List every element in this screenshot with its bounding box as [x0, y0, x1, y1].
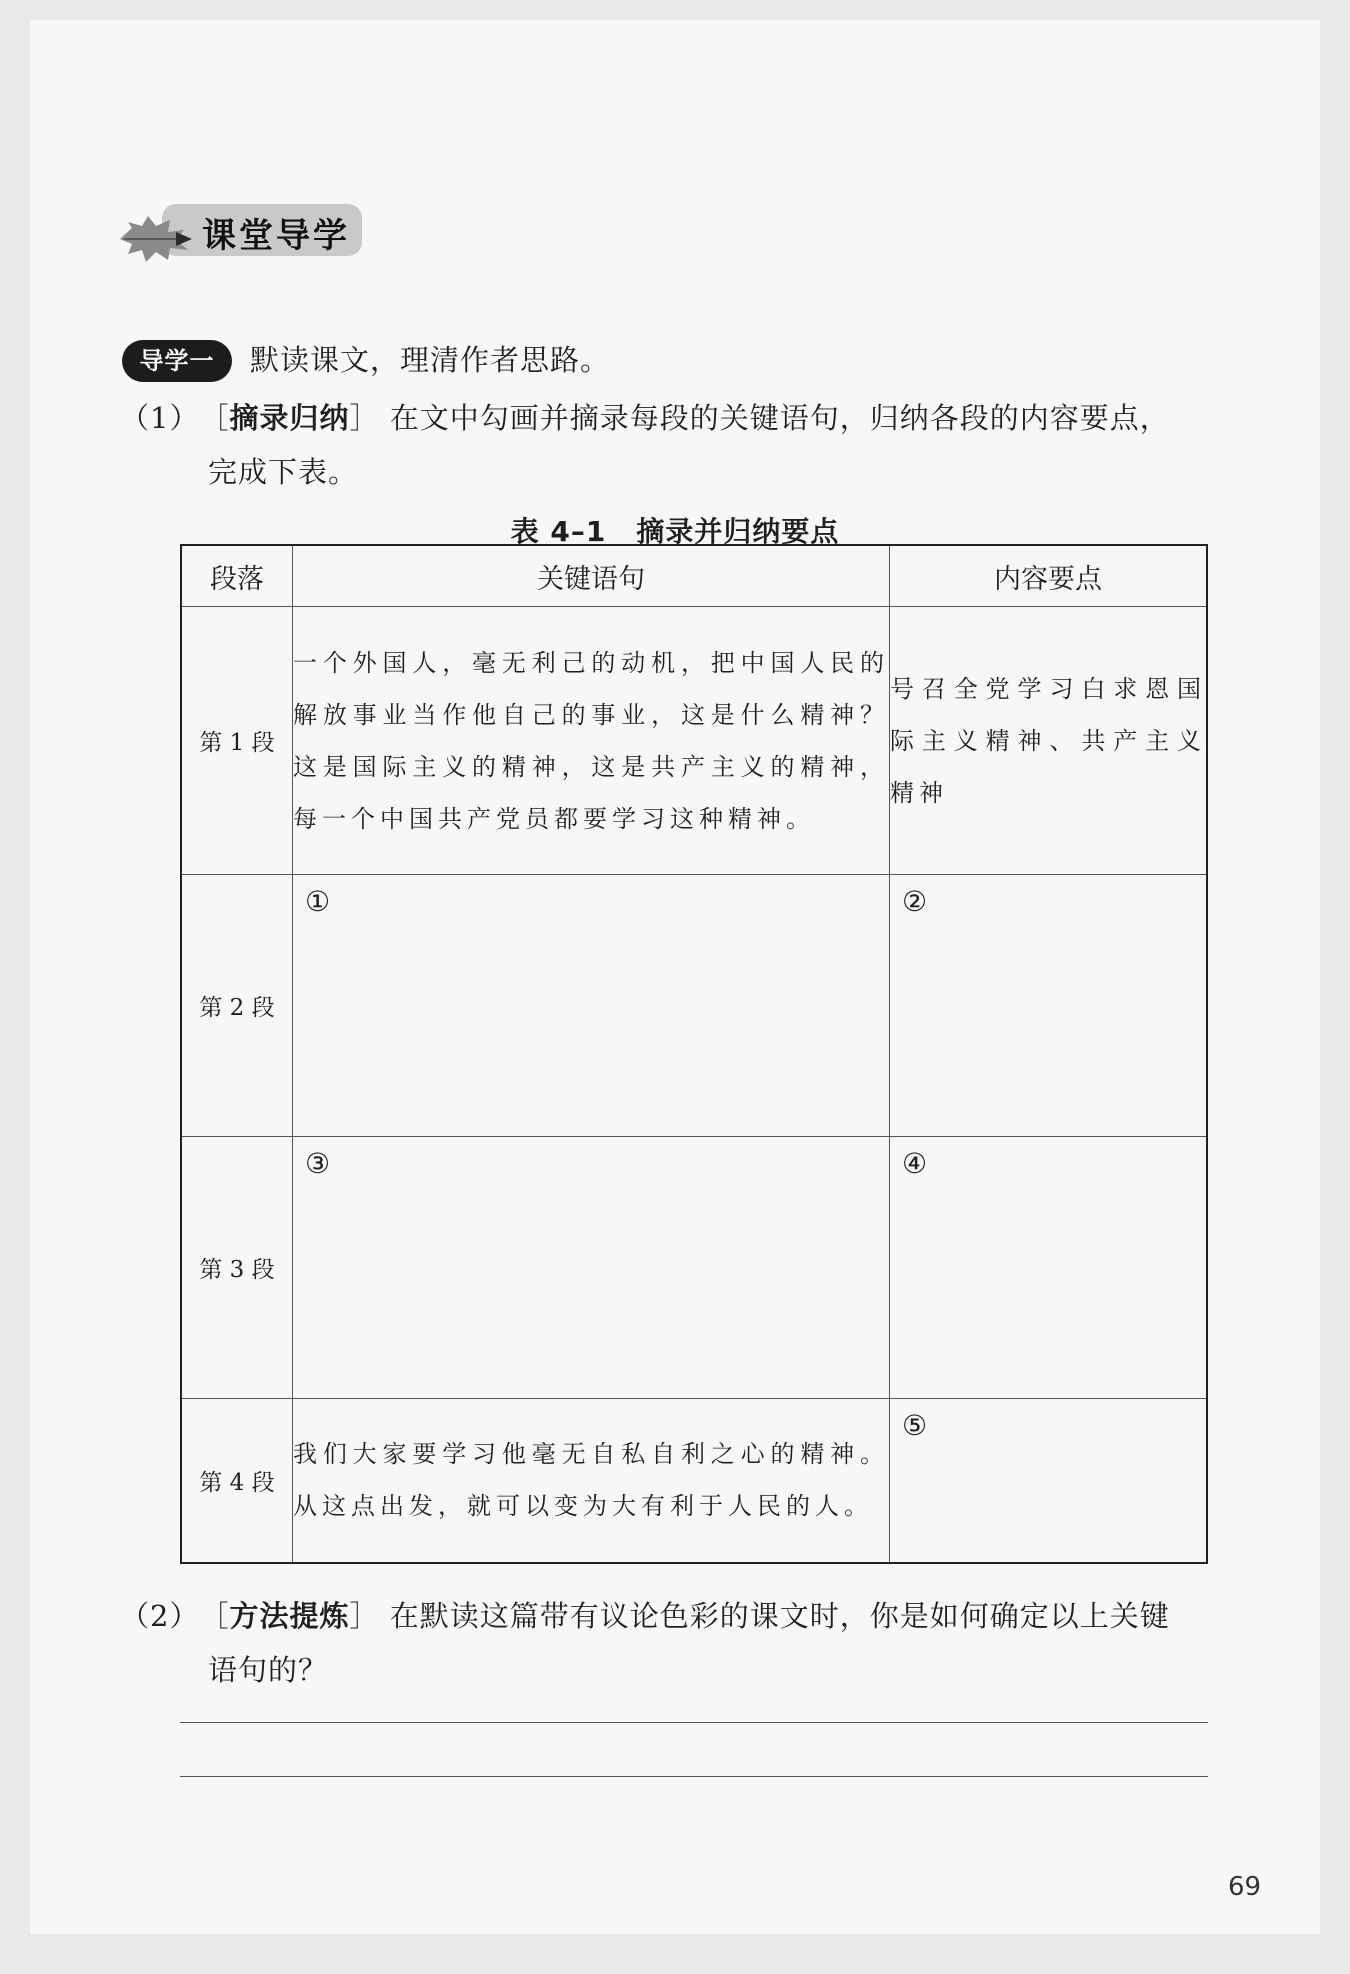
summary-table: [180, 544, 1208, 1564]
answer-marker: ⑤: [902, 1409, 928, 1442]
question-1: （1）［摘录归纳］ 在文中勾画并摘录每段的关键语句，归纳各段的内容要点，: [120, 390, 1170, 446]
question-1-number: （1）: [120, 401, 200, 435]
answer-marker: ④: [902, 1147, 928, 1180]
section-title: 课堂导学: [202, 216, 350, 256]
key-sentence-answer-cell[interactable]: [293, 1137, 890, 1399]
paragraph-label: 第 1 段: [181, 607, 293, 875]
section-header: [118, 198, 368, 280]
question-2-line2: 语句的？: [208, 1653, 329, 1687]
header-key-sentence: 关键语句: [293, 545, 890, 607]
question-2-tag: 方法提炼: [229, 1599, 350, 1633]
paragraph-label: 第 2 段: [181, 875, 293, 1137]
question-1-continued: [208, 444, 358, 500]
question-2-line1: 在默读这篇带有议论色彩的课文时，你是如何确定以上关键: [389, 1599, 1170, 1633]
lesson-label: 导学一: [122, 340, 232, 382]
header-paragraph: 段落: [181, 545, 293, 607]
table-header-row: [181, 545, 1207, 607]
answer-marker: ①: [305, 885, 331, 918]
question-1-line2: 完成下表。: [208, 455, 359, 489]
page-number: 69: [1228, 1872, 1262, 1902]
table-row: [181, 875, 1207, 1137]
question-2-number: （2）: [120, 1599, 200, 1633]
lesson-text: 默读课文，理清作者思路。: [250, 343, 611, 377]
question-2: （2）［方法提炼］ 在默读这篇带有议论色彩的课文时，你是如何确定以上关键: [120, 1588, 1170, 1644]
content-point-answer-cell[interactable]: [890, 1399, 1208, 1563]
key-sentence-answer-cell[interactable]: [293, 875, 890, 1137]
key-sentence-text: 一个外国人，毫无利己的动机，把中国人民的解放事业当作他自己的事业，这是什么精神？这是国际主义的精神，这是共产主义的精神，每一个中国共产党员都要学习这种精神。: [293, 607, 890, 875]
key-sentence-text: 我们大家要学习他毫无自私自利之心的精神。从这点出发，就可以变为大有利于人民的人。: [293, 1399, 890, 1563]
table-row: [181, 1137, 1207, 1399]
question-1-tag: 摘录归纳: [229, 401, 350, 435]
question-2-continued: [208, 1642, 328, 1698]
content-point-answer-cell[interactable]: [890, 1137, 1208, 1399]
answer-marker: ②: [902, 885, 928, 918]
leaf-icon: [118, 214, 198, 264]
paragraph-label: 第 3 段: [181, 1137, 293, 1399]
header-content-point: 内容要点: [890, 545, 1208, 607]
content-point-text: 号召全党学习白求恩国际主义精神、共产主义精神: [890, 607, 1208, 875]
paragraph-label: 第 4 段: [181, 1399, 293, 1563]
table-row: [181, 1399, 1207, 1563]
table-caption-title: 摘录并归纳要点: [636, 515, 840, 548]
content-point-answer-cell[interactable]: [890, 875, 1208, 1137]
answer-line[interactable]: [180, 1776, 1208, 1777]
workbook-page: [30, 20, 1320, 1934]
answer-marker: ③: [305, 1147, 331, 1180]
table-caption-number: 表 4–1: [510, 515, 607, 548]
answer-line[interactable]: [180, 1722, 1208, 1723]
question-1-line1: 在文中勾画并摘录每段的关键语句，归纳各段的内容要点，: [389, 401, 1170, 435]
table-row: [181, 607, 1207, 875]
